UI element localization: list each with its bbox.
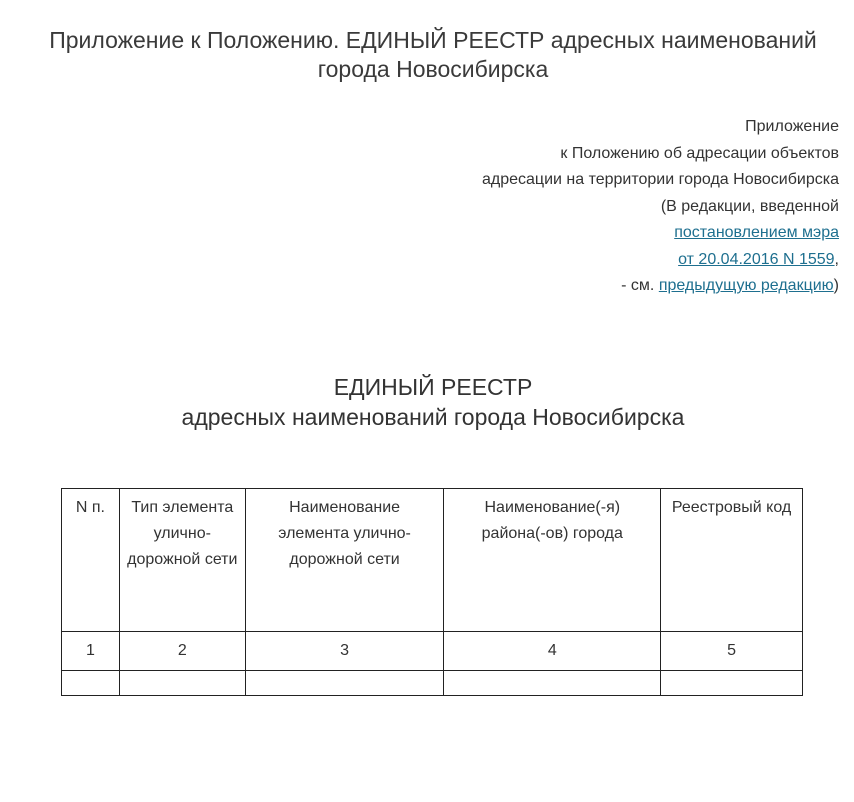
document-title-line1: Приложение к Положению. ЕДИНЫЙ РЕЕСТР адресных наименований — [49, 27, 817, 53]
appendix-line7 — [482, 273, 839, 300]
appendix-line2: к Положению об адресации объектов — [560, 144, 839, 162]
table-header-row — [62, 489, 803, 632]
registry-heading — [0, 372, 854, 432]
column-number-cell: 4 — [444, 632, 661, 671]
closing-paren: ) — [833, 277, 839, 294]
column-number-cell: 2 — [119, 632, 245, 671]
column-number-cell: 1 — [62, 632, 120, 671]
empty-cell — [245, 671, 444, 696]
document-title-line2: города Новосибирска — [317, 56, 549, 82]
appendix-line5 — [482, 220, 839, 247]
column-header-type: Тип элемента улично-дорожной сети — [119, 489, 245, 632]
appendix-comma: , — [834, 250, 839, 268]
column-number-cell: 3 — [245, 632, 444, 671]
column-header-number: N п. — [62, 489, 120, 632]
registry-subtitle: адресных наименований города Новосибирска — [181, 404, 685, 430]
decree-link[interactable]: постановлением мэра — [674, 224, 839, 241]
table-row — [62, 671, 803, 696]
empty-cell — [62, 671, 120, 696]
column-header-district: Наименование(-я) района(-ов) города — [444, 489, 661, 632]
appendix-line4: (В редакции, введенной — [660, 197, 839, 215]
appendix-line1: Приложение — [745, 118, 839, 135]
empty-cell — [661, 671, 803, 696]
appendix-line6 — [482, 247, 839, 274]
empty-cell — [119, 671, 245, 696]
decree-date-link[interactable]: от 20.04.2016 N 1559 — [678, 250, 835, 268]
registry-title: ЕДИНЫЙ РЕЕСТР — [333, 374, 533, 400]
column-number-cell: 5 — [661, 632, 803, 671]
column-number-row — [62, 632, 803, 671]
previous-edition-link[interactable]: предыдущую редакцию — [658, 277, 834, 294]
registry-table — [61, 488, 803, 696]
column-header-registry-code: Реестровый код — [661, 489, 803, 632]
document-title — [0, 26, 854, 84]
appendix-reference — [482, 114, 839, 300]
see-prefix: - см. — [621, 277, 659, 294]
column-header-name: Наименование элемента улично-дорожной сети — [245, 489, 444, 632]
appendix-line3: адресации на территории города Новосибирска — [481, 171, 839, 188]
empty-cell — [444, 671, 661, 696]
